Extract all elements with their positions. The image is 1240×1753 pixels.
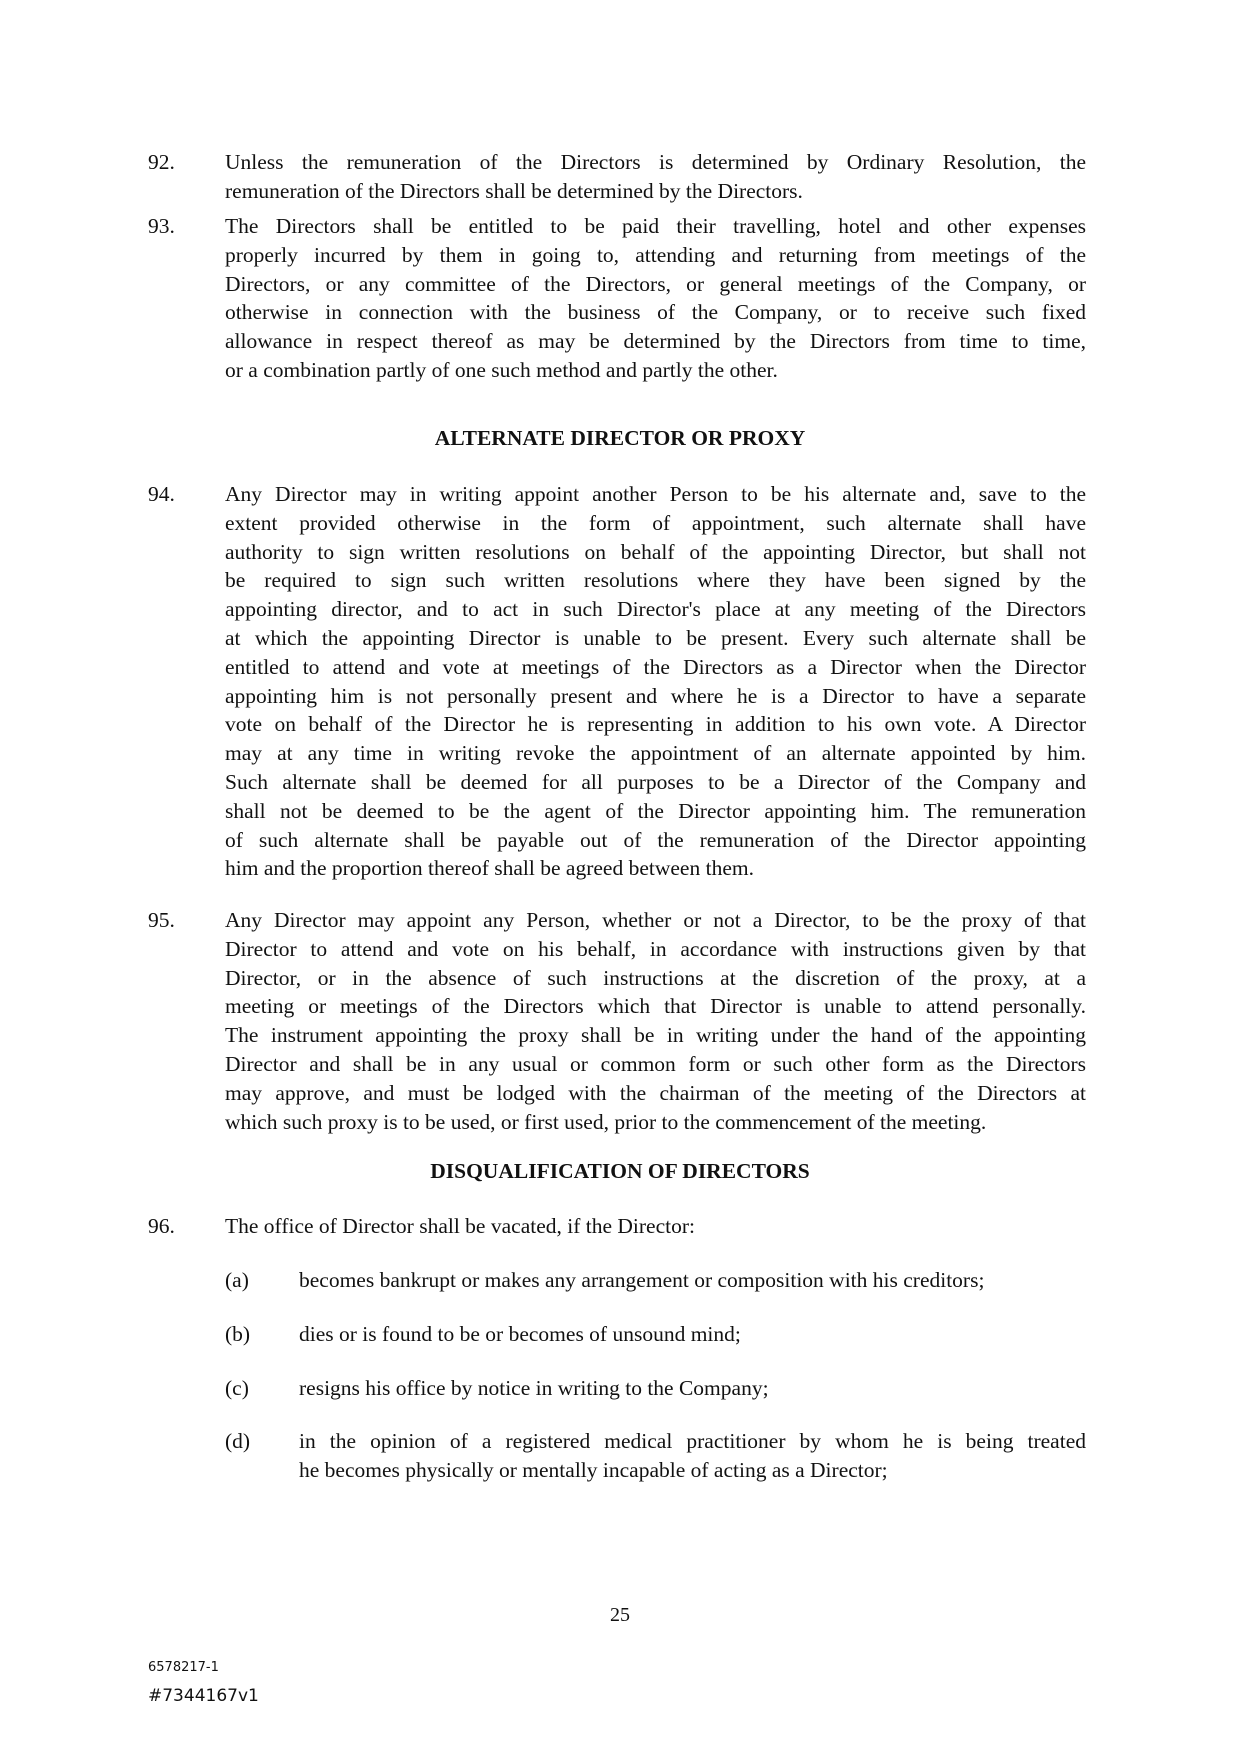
section-heading: DISQUALIFICATION OF DIRECTORS: [430, 1159, 810, 1183]
clause-text: [299, 1266, 1086, 1295]
footer-doc-id: 6578217-1: [148, 1660, 219, 1675]
page-number: 25: [610, 1604, 630, 1626]
clause-text: [299, 1427, 1086, 1485]
text-line: may at any time in writing revoke the appointment of an alternate appointed by him.: [225, 741, 1086, 766]
clause-text: [225, 148, 1086, 206]
text-line: Director and shall be in any usual or common form or such other form as the Directors: [225, 1051, 1086, 1076]
text-line: may approve, and must be lodged with the chairman of the meeting of the Directors at: [225, 1080, 1086, 1105]
text-line: appointing director, and to act in such Director's place at any meeting of the Directors: [225, 597, 1086, 622]
clause-text: [225, 212, 1086, 385]
clause-number: 92.: [148, 150, 175, 174]
text-line: entitled to attend and vote at meetings of the Directors as a Director when the Director: [225, 654, 1086, 679]
text-line: authority to sign written resolutions on behalf of the appointing Director, but shall not: [225, 539, 1086, 564]
clause-number: 94.: [148, 482, 175, 506]
text-line: shall not be deemed to be the agent of the Director appointing him. The remuneration: [225, 798, 1086, 823]
text-line: meeting or meetings of the Directors which that Director is unable to attend personally.: [225, 994, 1086, 1019]
sub-clause-label: (b): [225, 1322, 251, 1346]
clause-number: 96.: [148, 1214, 175, 1238]
text-line: vote on behalf of the Director he is representing in addition to his own vote. A Director: [225, 712, 1086, 737]
footer-version-id: #7344167v1: [148, 1686, 259, 1706]
text-line: him and the proportion thereof shall be agreed between them.: [225, 856, 754, 881]
clause-number: 93.: [148, 214, 175, 238]
text-line: properly incurred by them in going to, attending and returning from meetings of the: [225, 242, 1086, 267]
text-line: appointing him is not personally present and where he is a Director to have a separate: [225, 683, 1086, 708]
clause-text: [299, 1374, 1086, 1403]
clause-number: 95.: [148, 908, 175, 932]
text-line: Any Director may in writing appoint another Person to be his alternate and, save to the: [225, 482, 1086, 506]
text-line: resigns his office by notice in writing to the Company;: [299, 1376, 769, 1400]
sub-clause-label: (d): [225, 1429, 251, 1453]
text-line: dies or is found to be or becomes of unsound mind;: [299, 1322, 741, 1346]
text-line: The Directors shall be entitled to be paid their travelling, hotel and other expenses: [225, 214, 1086, 238]
text-line: Such alternate shall be deemed for all purposes to be a Director of the Company and: [225, 769, 1086, 794]
section-heading: ALTERNATE DIRECTOR OR PROXY: [434, 426, 806, 450]
clause-text: [225, 906, 1086, 1136]
text-line: The office of Director shall be vacated, if the Director:: [225, 1214, 695, 1238]
text-line: Directors, or any committee of the Directors, or general meetings of the Company, or: [225, 271, 1086, 296]
sub-clause-label: (c): [225, 1376, 249, 1400]
clause-text: [225, 1212, 1086, 1241]
text-line: which such proxy is to be used, or first used, prior to the commencement of the meeting.: [225, 1109, 987, 1134]
text-line: becomes bankrupt or makes any arrangement or composition with his creditors;: [299, 1268, 985, 1292]
text-line: otherwise in connection with the business of the Company, or to receive such fixed: [225, 300, 1086, 325]
text-line: he becomes physically or mentally incapable of acting as a Director;: [299, 1457, 888, 1482]
text-line: Director, or in the absence of such instructions at the discretion of the proxy, at a: [225, 965, 1086, 990]
text-line: allowance in respect thereof as may be determined by the Directors from time to time,: [225, 329, 1086, 354]
text-line: Unless the remuneration of the Directors is determined by Ordinary Resolution, the: [225, 150, 1086, 174]
text-line: The instrument appointing the proxy shall be in writing under the hand of the appointing: [225, 1023, 1086, 1048]
text-line: at which the appointing Director is unable to be present. Every such alternate shall be: [225, 625, 1086, 650]
text-line: Director to attend and vote on his behalf, in accordance with instructions given by that: [225, 936, 1086, 961]
text-line: remuneration of the Directors shall be determined by the Directors.: [225, 178, 803, 203]
text-line: or a combination partly of one such method and partly the other.: [225, 357, 778, 382]
text-line: extent provided otherwise in the form of appointment, such alternate shall have: [225, 510, 1086, 535]
sub-clause-label: (a): [225, 1268, 249, 1292]
clause-text: [299, 1320, 1086, 1349]
text-line: Any Director may appoint any Person, whether or not a Director, to be the proxy of that: [225, 908, 1086, 932]
clause-text: [225, 480, 1086, 883]
text-line: be required to sign such written resolutions where they have been signed by the: [225, 568, 1086, 593]
text-line: of such alternate shall be payable out of the remuneration of the Director appointing: [225, 827, 1086, 852]
text-line: in the opinion of a registered medical practitioner by whom he is being treated: [299, 1429, 1086, 1453]
